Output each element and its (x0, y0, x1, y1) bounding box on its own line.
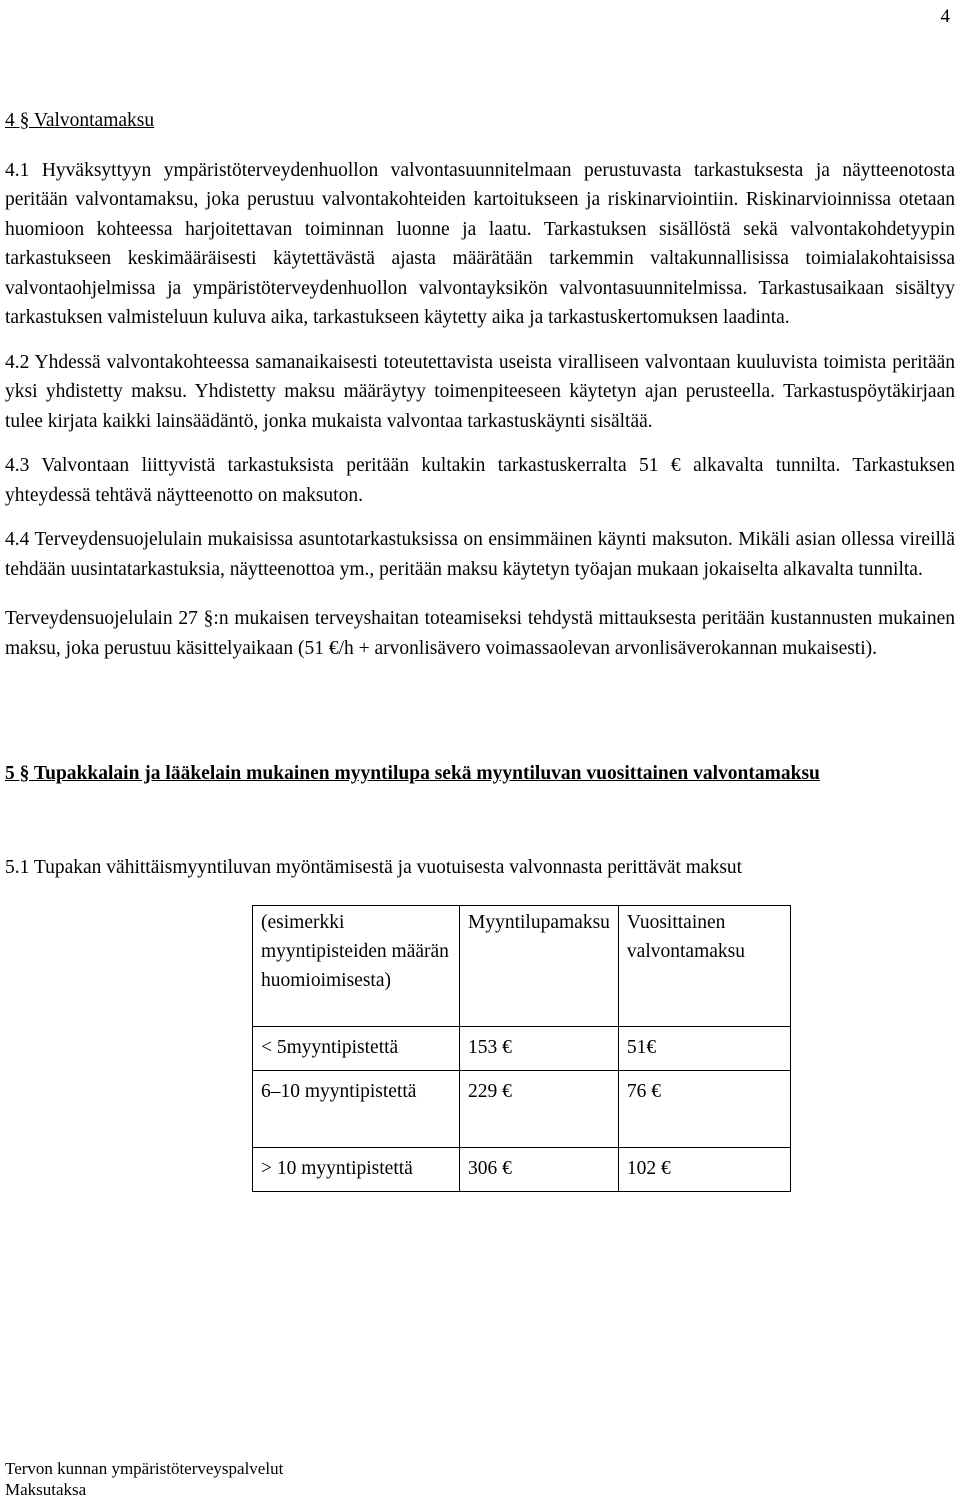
table-cell: < 5myyntipistettä (253, 1027, 460, 1071)
section-5-heading: 5 § Tupakkalain ja lääkelain mukainen myyntilupa sekä myyntiluvan vuosittainen valvontamaksu (5, 763, 820, 784)
table-cell: 153 € (460, 1027, 619, 1071)
table-cell: 51€ (618, 1027, 790, 1071)
table-cell: 6–10 myyntipistettä (253, 1071, 460, 1148)
document-body (5, 106, 955, 1192)
table-cell: 76 € (618, 1071, 790, 1148)
table-header-row (253, 906, 791, 1027)
table-cell: 229 € (460, 1071, 619, 1148)
table-cell: > 10 myyntipistettä (253, 1148, 460, 1192)
table-cell: 306 € (460, 1148, 619, 1192)
page-footer (5, 1458, 283, 1500)
table-row (253, 1071, 791, 1148)
page-number: 4 (940, 6, 950, 27)
paragraph-4-4: 4.4 Terveydensuojelulain mukaisissa asuntotarkastuksissa on ensimmäinen käynti maksuton. Mikäli asian ollessa vireillä tehdään uusintatarkastuksia, näytteenottoa ym., peritään maksu käytetyn työajan mukaan jokaiselta alkavalta tunnilta. (5, 529, 955, 580)
table-header-cell: (esimerkki myyntipisteiden määrän huomioimisesta) (253, 906, 460, 1027)
footer-organization: Tervon kunnan ympäristöterveyspalvelut (5, 1459, 284, 1478)
paragraph-4-3: 4.3 Valvontaan liittyvistä tarkastuksista peritään kultakin tarkastuskerralta 51 € alkavalta tunnilta. Tarkastuksen yhteydessä tehtävä näytteenotto on maksuton. (5, 455, 955, 506)
table-row (253, 1148, 791, 1192)
paragraph-measurement-fee: Terveydensuojelulain 27 §:n mukaisen terveyshaitan toteamiseksi tehdystä mittauksesta peritään kustannusten mukainen maksu, joka perustuu käsittelyaikaan (51 €/h + arvonlisävero voimassaolevan arvonlisäverokannan mukaisesti). (5, 608, 955, 659)
paragraph-4-2: 4.2 Yhdessä valvontakohteessa samanaikaisesti toteutettavista useista viralliseen valvontaan kuuluvista toimista peritään yksi yhdistetty maksu. Yhdistetty maksu määräytyy toimenpiteeseen käytetyn ajan perusteella. Tarkastuspöytäkirjaan tulee kirjata kaikki lainsäädäntö, jonka mukaista valvontaa tarkastuskäynti sisältää. (5, 351, 955, 432)
footer-document-title: Maksutaksa (5, 1480, 87, 1499)
table-cell: 102 € (618, 1148, 790, 1192)
table-header-cell: Myyntilupamaksu (460, 906, 619, 1027)
table-header-cell: Vuosittainen valvontamaksu (618, 906, 790, 1027)
fee-table (252, 905, 791, 1192)
section-4-heading: 4 § Valvontamaksu (5, 110, 155, 131)
paragraph-4-1: 4.1 Hyväksyttyyn ympäristöterveydenhuollon valvontasuunnitelmaan perustuvasta tarkastuksesta ja näytteenotosta peritään valvontamaksu, joka perustuu valvontakohteiden kartoitukseen ja riskinarviointiin. Riskinarvioinnissa otetaan huomioon kohteessa harjoitettavan toiminnan luonne ja laatu. Tarkastuksen sisällöstä sekä valvontakohdetyypin tarkastukseen keskimääräisesti käytettävästä ajasta määrätään tarkemmin valtakunnallisissa toimialakohtaisissa valvontaohjelmissa ja ympäristöterveydenhuollon valvontayksikön valvontasuunnitelmissa. Tarkastusaikaan sisältyy tarkastuksen valmisteluun kuluva aika, tarkastukseen käytetty aika ja tarkastuskertomuksen laadinta. (5, 159, 955, 328)
table-row (253, 1027, 791, 1071)
paragraph-5-1: 5.1 Tupakan vähittäismyyntiluvan myöntämisestä ja vuotuisesta valvonnasta perittävät maksut (5, 856, 743, 878)
